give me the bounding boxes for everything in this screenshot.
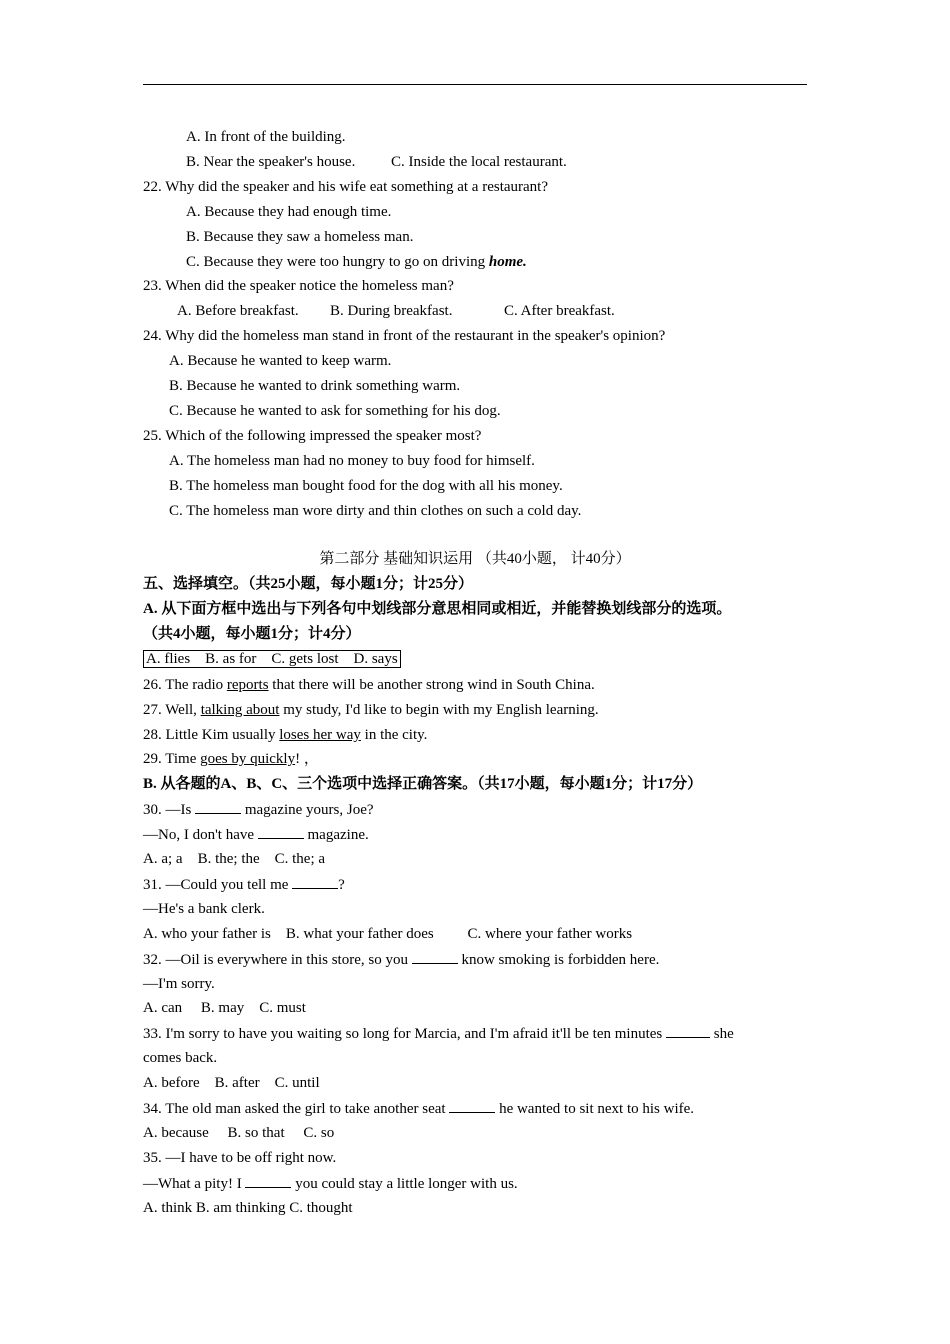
q23-option-a: A. Before breakfast.: [177, 303, 299, 319]
q30-line2-post: magazine.: [303, 827, 369, 843]
q23-stem: 23. When did the speaker notice the homeless man?: [143, 278, 454, 294]
q31-line2: —He's a bank clerk.: [143, 901, 265, 917]
q32-line1-pre: 32. —Oil is everywhere in this store, so you: [143, 952, 412, 968]
q32-options: A. can B. may C. must: [143, 1000, 306, 1016]
q30-line1-post: magazine yours, Joe?: [241, 802, 374, 818]
header-rule: [143, 84, 807, 85]
q26: [143, 676, 595, 694]
q33-options: A. before B. after C. until: [143, 1075, 320, 1091]
option-box-row: [143, 650, 401, 668]
q34-line1-pre: 34. The old man asked the girl to take another seat: [143, 1101, 450, 1117]
q31-line1-pre: 31. —Could you tell me: [143, 877, 293, 893]
q27-underlined: talking about: [200, 702, 280, 718]
q32-line1-post: know smoking is forbidden here.: [457, 952, 660, 968]
q32-blank[interactable]: [412, 950, 458, 964]
q27-post: my study, I'd like to begin with my English learning.: [279, 702, 599, 718]
q33-line1-pre: 33. I'm sorry to have you waiting so long for Marcia, and I'm afraid it'll be ten minutes: [143, 1026, 666, 1042]
q35-options: A. think B. am thinking C. thought: [143, 1200, 353, 1216]
q27-pre: 27. Well,: [143, 702, 201, 718]
q33-line1: [143, 1024, 734, 1043]
q28-post: in the city.: [360, 727, 428, 743]
q33-line2: comes back.: [143, 1050, 218, 1066]
q22-option-b: B. Because they saw a homeless man.: [186, 229, 414, 245]
q21-option-a: A. In front of the building.: [186, 129, 346, 145]
q31-blank[interactable]: [292, 875, 338, 889]
q35-line2: [143, 1174, 518, 1193]
q22-option-c: [186, 253, 527, 271]
part2-title: 第二部分 基础知识运用 （共40小题， 计40分）: [319, 551, 631, 567]
q22-stem: 22. Why did the speaker and his wife eat something at a restaurant?: [143, 179, 549, 195]
section5-heading: 五、选择填空。（共25小题，每小题1分；计25分）: [143, 576, 474, 592]
q21-option-b: B. Near the speaker's house.: [186, 154, 356, 170]
q29: [143, 750, 319, 768]
q28-pre: 28. Little Kim usually: [143, 727, 280, 743]
q25-stem: 25. Which of the following impressed the speaker most?: [143, 428, 482, 444]
q28: [143, 726, 427, 744]
q30-blank-1[interactable]: [195, 800, 241, 814]
q27: [143, 701, 599, 719]
q34-blank[interactable]: [449, 1099, 495, 1113]
q30-line2: [143, 825, 369, 844]
option-box: A. flies B. as for C. gets lost D. says: [143, 650, 401, 668]
q31-options: A. who your father is B. what your father does C. where your father works: [143, 926, 633, 942]
q34-line1: [143, 1099, 694, 1118]
q30-options: A. a; a B. the; the C. the; a: [143, 851, 326, 867]
q24-option-a: A. Because he wanted to keep warm.: [169, 353, 392, 369]
q32-line1: [143, 950, 659, 969]
q23-option-b: B. During breakfast.: [330, 303, 453, 319]
q26-post: that there will be another strong wind in South China.: [268, 677, 595, 693]
q30-line2-pre: —No, I don't have: [143, 827, 258, 843]
sectionA-heading-line2: （共4小题，每小题1分；计4分）: [143, 626, 361, 642]
q31-line1: [143, 875, 345, 894]
q35-blank[interactable]: [245, 1174, 291, 1188]
q29-underlined: goes by quickly: [200, 751, 296, 767]
q30-line1: [143, 800, 374, 819]
q24-option-b: B. Because he wanted to drink something warm.: [169, 378, 461, 394]
q22-option-c-emphasis: home.: [488, 254, 527, 270]
q26-underlined: reports: [226, 677, 269, 693]
q26-pre: 26. The radio: [143, 677, 227, 693]
q35-line2-pre: —What a pity! I: [143, 1176, 246, 1192]
q25-option-b: B. The homeless man bought food for the dog with all his money.: [169, 478, 563, 494]
q25-option-a: A. The homeless man had no money to buy food for himself.: [169, 453, 535, 469]
q34-options: A. because B. so that C. so: [143, 1125, 335, 1141]
q24-option-c: C. Because he wanted to ask for something for his dog.: [169, 403, 501, 419]
q34-line1-post: he wanted to sit next to his wife.: [495, 1101, 695, 1117]
q31-line1-post: ?: [338, 877, 345, 893]
q23-option-c: C. After breakfast.: [504, 303, 615, 319]
q21-option-c: C. Inside the local restaurant.: [391, 154, 567, 170]
q30-blank-2[interactable]: [258, 825, 304, 839]
q25-option-c: C. The homeless man wore dirty and thin clothes on such a cold day.: [169, 503, 582, 519]
q35-line2-post: you could stay a little longer with us.: [291, 1176, 518, 1192]
q33-blank[interactable]: [666, 1024, 710, 1038]
q29-post: ! ，: [295, 751, 319, 767]
sectionB-heading: B. 从各题的A、B、C、三个选项中选择正确答案。（共17小题，每小题1分；计17分）: [143, 776, 703, 792]
q33-line1-post: she: [710, 1026, 734, 1042]
q30-line1-pre: 30. —Is: [143, 802, 196, 818]
q28-underlined: loses her way: [279, 727, 361, 743]
q22-option-a: A. Because they had enough time.: [186, 204, 392, 220]
q29-pre: 29. Time: [143, 751, 201, 767]
q32-line2: —I'm sorry.: [143, 976, 215, 992]
q24-stem: 24. Why did the homeless man stand in front of the restaurant in the speaker's opinion?: [143, 328, 666, 344]
sectionA-heading-line1: A. 从下面方框中选出与下列各句中划线部分意思相同或相近，并能替换划线部分的选项。: [143, 601, 732, 617]
q35-line1: 35. —I have to be off right now.: [143, 1150, 337, 1166]
q22-option-c-text: C. Because they were too hungry to go on driving: [186, 254, 489, 270]
